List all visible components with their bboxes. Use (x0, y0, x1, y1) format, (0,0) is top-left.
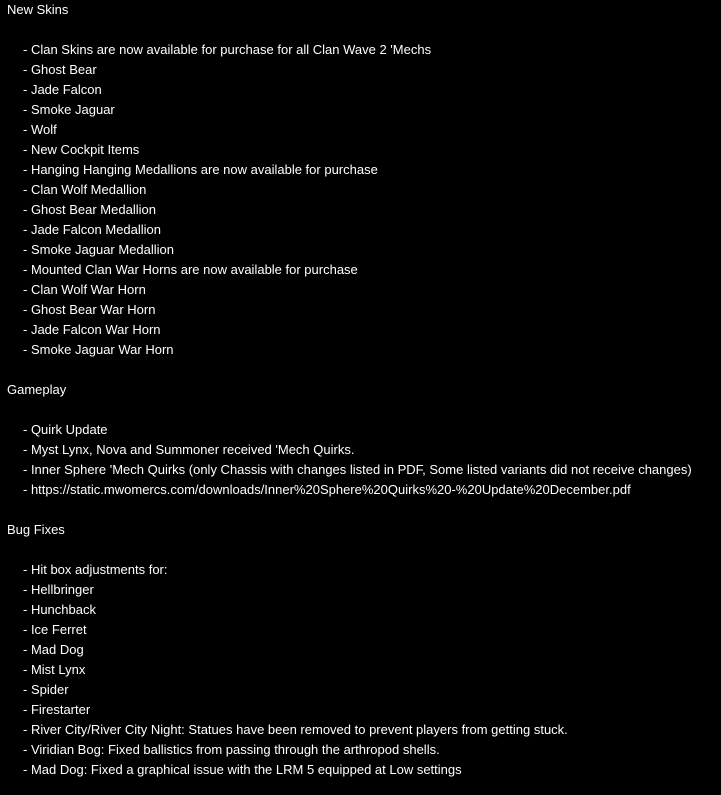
list-item: - Hit box adjustments for: (23, 562, 168, 577)
section-spacer (0, 540, 721, 560)
list-item: - New Cockpit Items (23, 142, 140, 157)
section-spacer (0, 20, 721, 40)
section-heading-bug-fixes: Bug Fixes (7, 522, 65, 537)
gameplay-list (0, 420, 721, 500)
list-item: - Smoke Jaguar Medallion (23, 242, 175, 257)
list-item: - Mounted Clan War Horns are now available for purchase (23, 262, 358, 277)
list-item: - Ghost Bear Medallion (23, 202, 156, 217)
list-item: - Myst Lynx, Nova and Summoner received 'Mech Quirks. (23, 442, 355, 457)
bug-fixes-list (0, 560, 721, 780)
list-item: - Ghost Bear (23, 62, 97, 77)
list-item: - Jade Falcon (23, 82, 102, 97)
list-item: - Clan Skins are now available for purchase for all Clan Wave 2 'Mechs (23, 42, 432, 57)
section-heading-new-skins: New Skins (7, 2, 69, 17)
new-skins-list (0, 40, 721, 360)
section-bug-fixes (0, 520, 721, 780)
list-item: - Ghost Bear War Horn (23, 302, 156, 317)
section-spacer (0, 360, 721, 380)
list-item: - Quirk Update (23, 422, 108, 437)
list-item: - Hellbringer (23, 582, 94, 597)
list-item: - Smoke Jaguar War Horn (23, 342, 174, 357)
list-item: - River City/River City Night: Statues have been removed to prevent players from getting stuck. (23, 722, 568, 737)
list-item: - Firestarter (23, 702, 91, 717)
section-heading-gameplay: Gameplay (7, 382, 67, 397)
list-item: - Clan Wolf Medallion (23, 182, 147, 197)
list-item: - Hunchback (23, 602, 96, 617)
quirks-pdf-link[interactable]: - https://static.mwomercs.com/downloads/Inner%20Sphere%20Quirks%20-%20Update%20December.pdf (23, 482, 631, 497)
list-item: - Jade Falcon War Horn (23, 322, 161, 337)
list-item: - Spider (23, 682, 69, 697)
section-spacer (0, 500, 721, 520)
list-item: - Clan Wolf War Horn (23, 282, 146, 297)
list-item: - Jade Falcon Medallion (23, 222, 162, 237)
section-new-skins (0, 0, 721, 380)
list-item: - Ice Ferret (23, 622, 87, 637)
list-item: - Hanging Hanging Medallions are now available for purchase (23, 162, 378, 177)
list-item: - Wolf (23, 122, 57, 137)
list-item: - Inner Sphere 'Mech Quirks (only Chassis with changes listed in PDF, Some listed variants did not receive changes) (23, 462, 692, 477)
list-item: - Mad Dog (23, 642, 84, 657)
section-gameplay (0, 380, 721, 520)
list-item: - Viridian Bog: Fixed ballistics from passing through the arthropod shells. (23, 742, 440, 757)
section-spacer (0, 400, 721, 420)
list-item: - Mist Lynx (23, 662, 86, 677)
list-item: - Mad Dog: Fixed a graphical issue with the LRM 5 equipped at Low settings (23, 762, 462, 777)
list-item: - Smoke Jaguar (23, 102, 115, 117)
